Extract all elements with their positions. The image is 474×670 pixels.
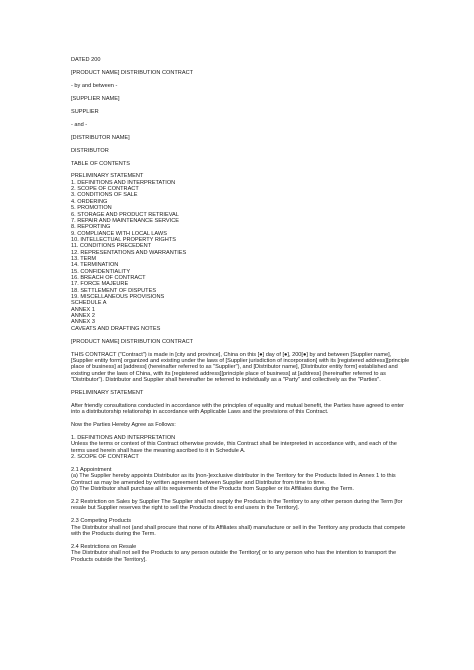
supplier-name: [SUPPLIER NAME]	[71, 95, 120, 102]
prelim-heading: PRELIMINARY STATEMENT	[71, 389, 144, 396]
toc-item: 18. SETTLEMENT OF DISPUTES	[71, 287, 157, 294]
section-2-heading: 2. SCOPE OF CONTRACT	[71, 454, 139, 461]
section-2-2-paragraph: 2.2 Restriction on Sales by Supplier The Supplier shall not supply the Products in the Territory to any other person during the Term [for resale but Supplier reserves the right to sell the Products direct to end users in the Territory].	[71, 498, 403, 512]
toc-item: ANNEX 3	[71, 319, 95, 326]
toc-item: 10. INTELLECTUAL PROPERTY RIGHTS	[71, 236, 176, 243]
distributor-name: [DISTRIBUTOR NAME]	[71, 134, 130, 141]
by-between-line: - by and between -	[71, 82, 118, 89]
toc-item: 14. TERMINATION	[71, 262, 119, 269]
dated-line: DATED 200	[71, 57, 101, 63]
section-2-3-paragraph: The Distributor shall not (and shall procure that none of its Affiliates shall) manufacture or sell in the Territory any products that compete with the Products during the Term.	[71, 524, 406, 537]
toc-item: 16. BREACH OF CONTRACT	[71, 274, 146, 281]
intro-paragraph: THIS CONTRACT ("Contract") is made in [city and province], China on this [●] day of [●], 200[●] by and between [Supplier name], [Supplier entity form] organized and existing under the laws of [Supplier jurisdiction of incorporation] with its [registered address][principle place of business] at [address] (hereinafter referred to as "Supplier"), and [Distributor name], [Distributor entity form] established and existing under the laws of China, with its [registered address][principle place of business] at [address] (hereinafter referred to as "Distributor"). Distributor and Supplier shall hereinafter be referred to individually as a "Party" and collectively as the "Parties".	[71, 351, 410, 383]
toc-item: 8. REPORTING	[71, 224, 111, 231]
toc-item: PRELIMINARY STATEMENT	[71, 173, 144, 180]
agree-line: Now the Parties Hereby Agree as Follows:	[71, 422, 176, 429]
table-of-contents	[71, 173, 411, 332]
toc-item: 5. PROMOTION	[71, 205, 112, 212]
toc-item: 11. CONDITIONS PRECEDENT	[71, 243, 152, 250]
section-2-3-heading: 2.3 Competing Products	[71, 518, 132, 525]
toc-item: ANNEX 1	[71, 306, 95, 313]
toc-item: 4. ORDERING	[71, 198, 108, 205]
toc-heading: TABLE OF CONTENTS	[71, 160, 130, 167]
document-content	[71, 57, 411, 563]
body-title: [PRODUCT NAME] DISTRIBUTION CONTRACT	[71, 338, 194, 345]
toc-item: 2. SCOPE OF CONTRACT	[71, 186, 139, 193]
toc-item: ANNEX 2	[71, 313, 95, 319]
section-1-paragraph: Unless the terms or context of this Contract otherwise provide, this Contract shall be interpreted in accordance with, and each of the terms used herein shall have the meaning ascribed to it in Schedule A.	[71, 441, 397, 454]
toc-item: 1. DEFINITIONS AND INTERPRETATION	[71, 179, 176, 186]
toc-item: 7. REPAIR AND MAINTENANCE SERVICE	[71, 217, 179, 224]
section-2-1-b: (b) The Distributor shall purchase all its requirements of the Products from Supplier or its Affiliates during the Term.	[71, 486, 354, 493]
section-1-heading: 1. DEFINITIONS AND INTERPRETATION	[71, 435, 176, 442]
section-2-1-a: (a) The Supplier hereby appoints Distributor as its [non-]exclusive distributor in the Territory for the Products listed in Annex 1 to this Contract as may be amended by written agreement between Supplier and Distributor from time to time.	[71, 473, 396, 486]
toc-item: 15. CONFIDENTIALITY	[71, 268, 131, 275]
contract-title: [PRODUCT NAME] DISTRIBUTION CONTRACT	[71, 69, 194, 76]
toc-item: 19. MISCELLANEOUS PROVISIONS	[71, 293, 165, 300]
toc-item: 17. FORCE MAJEURE	[71, 281, 129, 288]
distributor-label: DISTRIBUTOR	[71, 147, 109, 154]
section-2-1-heading: 2.1 Appointment	[71, 467, 112, 473]
section-2-4-paragraph: The Distributor shall not sell the Products to any person outside the Territory[ or to any person who has the intention to transport the Products outside the Territory].	[71, 550, 397, 563]
supplier-label: SUPPLIER	[71, 108, 99, 115]
toc-item: CAVEATS AND DRAFTING NOTES	[71, 325, 161, 332]
toc-item: 13. TERM	[71, 255, 97, 262]
toc-item: 12. REPRESENTATIONS AND WARRANTIES	[71, 249, 187, 256]
toc-item: 6. STORAGE AND PRODUCT RETRIEVAL	[71, 211, 179, 218]
and-line: - and -	[71, 121, 88, 128]
prelim-paragraph: After friendly consultations conducted in accordance with the principles of equality and mutual benefit, the Parties have agreed to enter into a distributorship relationship in accordance with Applicable Laws and the provisions of this Contract.	[71, 402, 405, 416]
section-2-4-heading: 2.4 Restrictions on Resale	[71, 543, 137, 550]
toc-item: 3. CONDITIONS OF SALE	[71, 192, 138, 199]
toc-item: 9. COMPLIANCE WITH LOCAL LAWS	[71, 230, 167, 237]
toc-item: SCHEDULE A	[71, 300, 107, 307]
